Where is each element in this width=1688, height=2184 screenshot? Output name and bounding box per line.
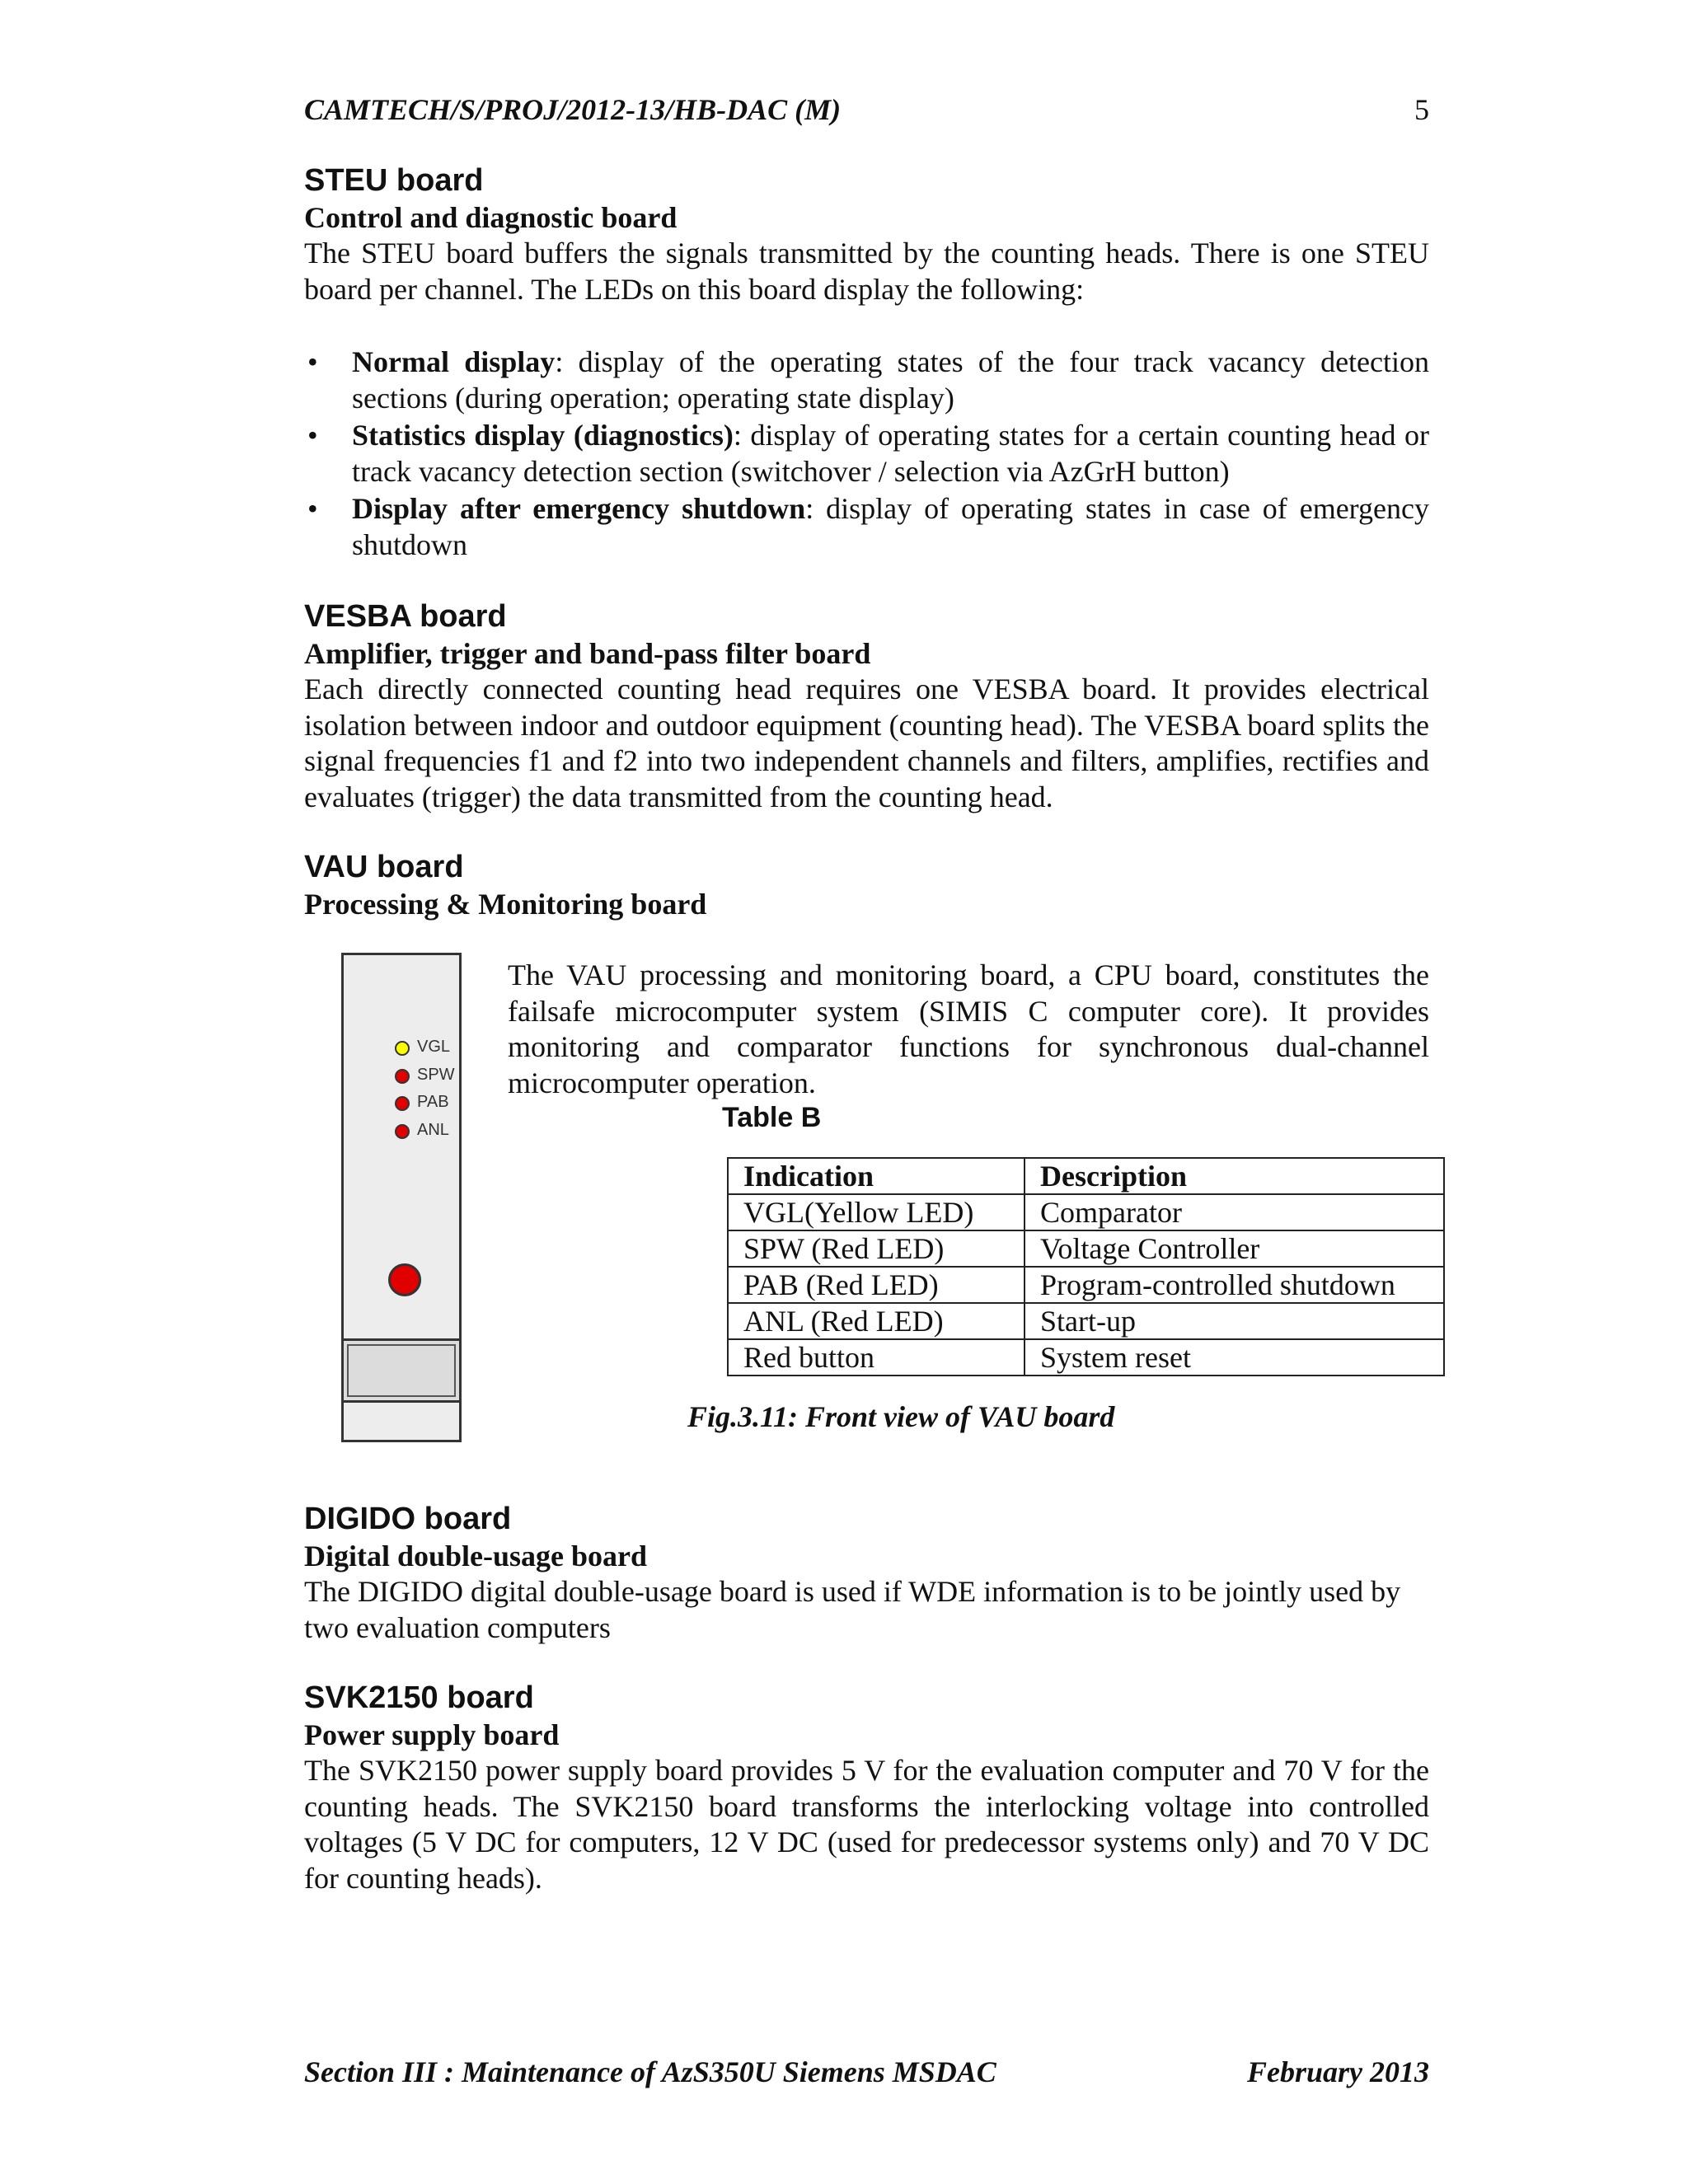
table-cell: Start-up: [1025, 1303, 1444, 1339]
indication-table: [727, 1157, 1445, 1376]
table-cell: PAB (Red LED): [728, 1267, 1025, 1303]
bullet-text: : display of operating states in case of emergency shutdown: [352, 492, 1429, 561]
table-cell: Red button: [728, 1339, 1025, 1376]
vgl-led-label: VGL: [417, 1038, 451, 1056]
table-row: [728, 1194, 1444, 1230]
pab-led-label: PAB: [417, 1093, 449, 1111]
svk-subtitle: Power supply board: [304, 1718, 560, 1751]
footer-section: Section III : Maintenance of AzS350U Siemens MSDAC: [304, 2055, 996, 2088]
pab-led-icon: [395, 1096, 410, 1111]
figure-caption: Fig.3.11: Front view of VAU board: [687, 1400, 1115, 1433]
page-header: [304, 92, 1429, 127]
column-header: Indication: [728, 1158, 1025, 1194]
vau-subtitle: Processing & Monitoring board: [304, 888, 707, 921]
table-row: [728, 1267, 1444, 1303]
reset-button-icon: [388, 1263, 421, 1296]
table-header-row: [728, 1158, 1444, 1194]
table-cell: Comparator: [1025, 1194, 1444, 1230]
spw-led-icon: [395, 1069, 410, 1084]
table-title: Table B: [722, 1102, 822, 1133]
vgl-led-icon: [395, 1041, 410, 1056]
footer-date: February 2013: [1246, 2055, 1429, 2088]
column-header: Description: [1025, 1158, 1444, 1194]
table-row: [728, 1339, 1444, 1376]
doc-reference: CAMTECH/S/PROJ/2012-13/HB-DAC (M): [304, 93, 842, 126]
vesba-title: VESBA board: [304, 599, 507, 634]
bullet-term: Statistics display (diagnostics): [352, 419, 734, 452]
spw-led-label: SPW: [417, 1066, 455, 1084]
bullet-text: : display of the operating states of the four track vacancy detection sections (during operation; operating state display): [352, 345, 1430, 415]
steu-bullet-list: [304, 344, 1429, 563]
digido-body: The DIGIDO digital double-usage board is used if WDE information is to be jointly used by two evaluation computers: [304, 1575, 1401, 1644]
table-row: [728, 1303, 1444, 1339]
svk-body: The SVK2150 power supply board provides 5 V for the evaluation computer and 70 V for the counting heads. The SVK2150 board transforms the interlocking voltage into controlled voltages (5 V DC for computers, 12 V DC (used for predecessor systems only) and 70 V DC for counting heads).: [304, 1754, 1429, 1895]
panel-handle: [344, 1338, 459, 1403]
page-number: 5: [1414, 93, 1429, 126]
table-row: [728, 1230, 1444, 1267]
svk-title: SVK2150 board: [304, 1680, 534, 1715]
table-cell: Voltage Controller: [1025, 1230, 1444, 1267]
steu-subtitle: Control and diagnostic board: [304, 201, 678, 234]
bullet-icon: •: [307, 492, 318, 525]
steu-intro: The STEU board buffers the signals transmitted by the counting heads. There is one STEU board per channel. The LEDs on this board display the following:: [304, 237, 1429, 306]
svk-section: [304, 1679, 1429, 1896]
vau-body: The VAU processing and monitoring board, a CPU board, constitutes the failsafe microcomputer system (SIMIS C computer core). It provides monitoring and comparator functions for synchronous dual-channel microcomputer operation.: [508, 958, 1429, 1099]
anl-led-icon: [395, 1124, 410, 1139]
table-cell: VGL(Yellow LED): [728, 1194, 1025, 1230]
digido-title: DIGIDO board: [304, 1502, 512, 1536]
vau-front-panel-figure: [341, 953, 462, 1442]
vesba-body: Each directly connected counting head requires one VESBA board. It provides electrical isolation between indoor and outdoor equipment (counting head). The VESBA board splits the signal frequencies f1 and f2 into two independent channels and filters, amplifies, rectifies and evaluates (trigger) the data transmitted from the counting head.: [304, 673, 1429, 813]
vesba-section: [304, 598, 1429, 815]
steu-title: STEU board: [304, 163, 484, 198]
bullet-term: Normal display: [352, 345, 556, 378]
bullet-icon: •: [307, 345, 318, 378]
vau-section: [304, 848, 1429, 922]
anl-led-label: ANL: [417, 1121, 449, 1139]
page-footer: [304, 2055, 1429, 2089]
list-item: [304, 344, 1429, 416]
steu-section: [304, 162, 1429, 565]
table-cell: System reset: [1025, 1339, 1444, 1376]
list-item: [304, 491, 1429, 563]
table-cell: ANL (Red LED): [728, 1303, 1025, 1339]
vau-title: VAU board: [304, 850, 464, 884]
table-cell: Program-controlled shutdown: [1025, 1267, 1444, 1303]
bullet-text: : display of operating states for a certain counting head or track vacancy detection section (switchover / selection via AzGrH button): [352, 419, 1429, 488]
list-item: [304, 418, 1429, 490]
vesba-subtitle: Amplifier, trigger and band-pass filter board: [304, 637, 871, 670]
digido-subtitle: Digital double-usage board: [304, 1540, 648, 1572]
digido-section: [304, 1500, 1429, 1646]
bullet-term: Display after emergency shutdown: [352, 492, 806, 525]
table-cell: SPW (Red LED): [728, 1230, 1025, 1267]
bullet-icon: •: [307, 419, 318, 452]
